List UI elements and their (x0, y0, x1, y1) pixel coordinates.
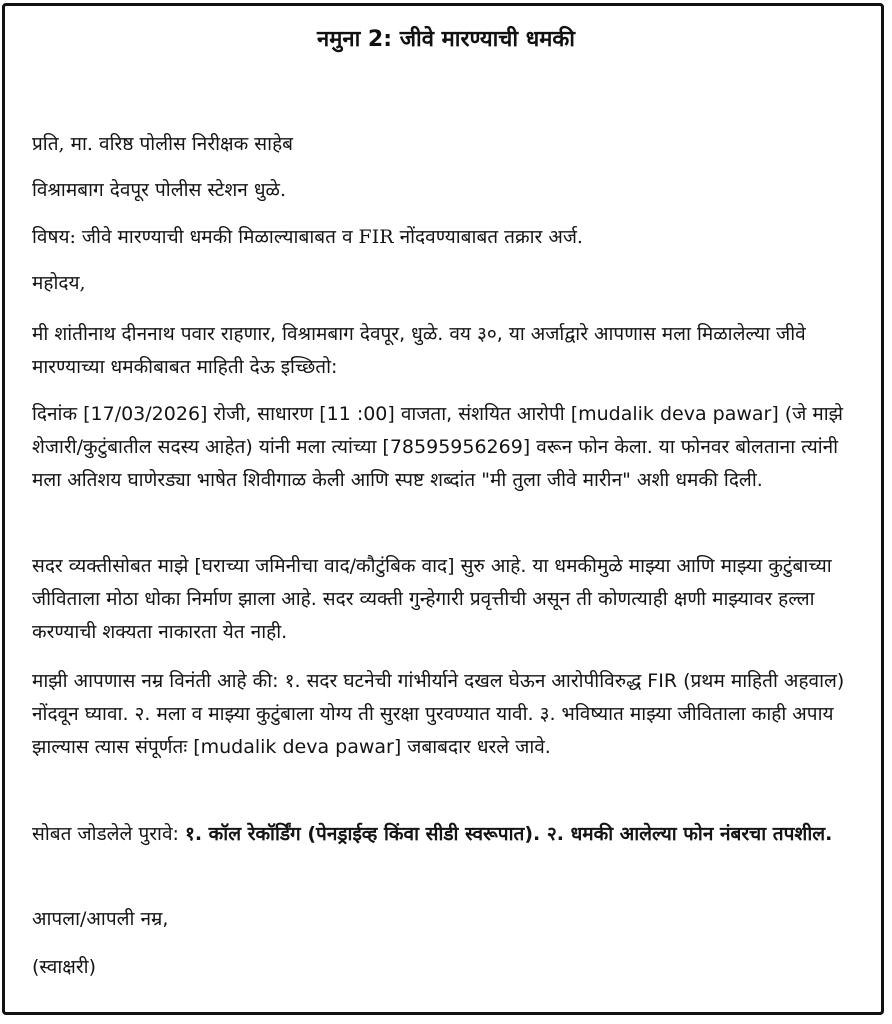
signature: (स्वाक्षरी) (32, 956, 97, 978)
subject-line: विषय: जीवे मारण्याची धमकी मिळाल्याबाबत व FIR नोंदवण्याबाबत तक्रार अर्ज. (32, 226, 583, 248)
evidence-label: सोबत जोडलेले पुरावे: (32, 823, 185, 845)
evidence-section (32, 818, 854, 851)
closing: आपला/आपली नम्र, (32, 908, 169, 930)
salutation: महोदय, (32, 272, 86, 294)
addressee-line-1: प्रति, मा. वरिष्ठ पोलीस निरीक्षक साहेब (32, 133, 294, 155)
paragraph-incident: दिनांक [17/03/2026] रोजी, साधारण [11 :00] वाजता, संशयित आरोपी [mudalik deva pawar] (जे माझे शेजारी/कुटुंबातील सदस्य आहेत) यांनी मला त्यांच्या [78595956269] वरून फोन केला. या फोनवर बोलताना त्यांनी मला अतिशय घाणेरड्या भाषेत शिवीगाळ केली आणि स्पष्ट शब्दांत "मी तुला जीवे मारीन" अशी धमकी दिली. (32, 403, 843, 491)
document-title: नमुना 2: जीवे मारण्याची धमकी (317, 27, 575, 52)
paragraph-dispute: सदर व्यक्तीसोबत माझे [घराच्या जमिनीचा वाद/कौटुंबिक वाद] सुरु आहे. या धमकीमुळे माझ्या आणि माझ्या कुटुंबाच्या जीविताला मोठा धोका निर्माण झाला आहे. सदर व्यक्ती गुन्हेगारी प्रवृत्तीची असून ती कोणत्याही क्षणी माझ्यावर हल्ला करण्याची शक्यता नाकारता येत नाही. (32, 555, 832, 643)
evidence-items: १. कॉल रेकॉर्डिंग (पेनड्राईव्ह किंवा सीडी स्वरूपात). २. धमकी आलेल्या फोन नंबरचा तपशील. (184, 823, 833, 845)
paragraph-intro: मी शांतीनाथ दीननाथ पवार राहणार, विश्रामबाग देवपूर, धुळे. वय ३०, या अर्जाद्वारे आपणास मला मिळालेल्या जीवे मारण्याच्या धमकीबाबत माहिती देऊ इच्छितो: (32, 323, 806, 378)
addressee-line-2: विश्रामबाग देवपूर पोलीस स्टेशन धुळे. (32, 179, 287, 201)
paragraph-request: माझी आपणास नम्र विनंती आहे की: १. सदर घटनेची गांभीर्याने दखल घेऊन आरोपीविरुद्ध FIR (प्रथम माहिती अहवाल) नोंदवून घ्यावा. २. मला व माझ्या कुटुंबाला योग्य ती सुरक्षा पुरवण्यात यावी. ३. भविष्यात माझ्या जीविताला काही अपाय झाल्यास त्यास संपूर्णतः [mudalik deva pawar] जबाबदार धरले जावे. (32, 670, 845, 758)
